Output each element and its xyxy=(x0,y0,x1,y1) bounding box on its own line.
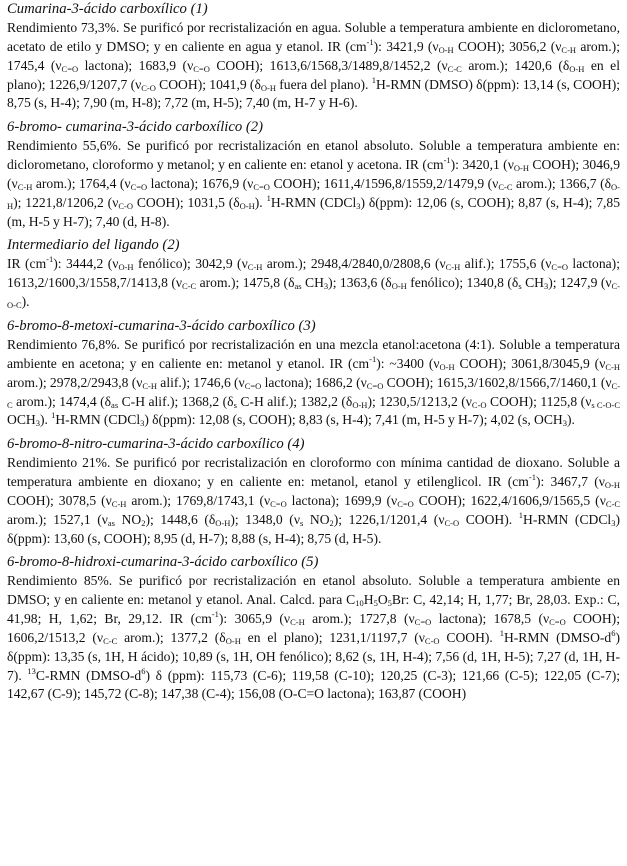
compound-description xyxy=(7,336,620,430)
subscript: O-H xyxy=(7,181,620,211)
compound-section xyxy=(7,236,620,312)
compound-heading: 6-bromo-8-nitro-cumarina-3-ácido carboxílico (4) xyxy=(7,436,305,453)
text-fragment: ) δ(ppm): 12,08 (s, COOH); 8,83 (s, H-4); 7,41 (m, H-5 y H-7); 4,02 (s, OCH xyxy=(144,412,563,428)
text-fragment: arom.); 1474,4 (δ xyxy=(12,393,112,409)
subscript: 5 xyxy=(387,598,392,609)
subscript: C=O xyxy=(366,380,384,391)
compound-heading: Cumarina-3-ácido carboxílico (1) xyxy=(7,1,208,17)
text-fragment: lactona); 1676,9 (ν xyxy=(147,175,254,191)
superscript: -1 xyxy=(366,36,374,47)
subscript: 3 xyxy=(140,418,145,429)
subscript: O-H xyxy=(391,281,407,292)
subscript: C-C xyxy=(498,181,513,192)
compound-heading: 6-bromo-8-metoxi-cumarina-3-ácido carboxílico (3) xyxy=(7,317,316,334)
text-fragment: COOH). xyxy=(459,511,519,527)
text-fragment: COOH); 3056,2 (ν xyxy=(453,38,562,54)
text-fragment: arom.); 1769,8/1743,1 (ν xyxy=(126,492,271,508)
text-fragment: ): 3421,9 (ν xyxy=(373,38,439,54)
subscript: C-H xyxy=(111,498,127,509)
text-fragment: alif.); 1746,6 (ν xyxy=(157,374,245,390)
subscript: as xyxy=(111,399,119,410)
subscript: O-H xyxy=(438,44,454,55)
text-fragment: COOH); 1622,4/1606,9/1565,5 (ν xyxy=(413,492,606,508)
subscript: C=O xyxy=(253,181,270,192)
subscript: 5 xyxy=(373,598,378,609)
subscript: C-C xyxy=(103,635,118,646)
text-fragment: ). xyxy=(566,412,575,428)
compound-heading: 6-bromo- cumarina-3-ácido carboxílico (2) xyxy=(7,119,264,136)
subscript: as xyxy=(107,517,115,528)
text-fragment: ). xyxy=(21,294,30,310)
text-fragment: C-H alif.); 1368,2 (δ xyxy=(118,393,234,409)
text-fragment: COOH); 1611,4/1596,8/1559,2/1479,9 (ν xyxy=(269,175,499,191)
text-fragment: ); 1230,5/1213,2 (ν xyxy=(367,393,472,409)
subscript: C=O xyxy=(193,63,210,74)
text-fragment: en el plano); 1231,1/1197,7 (ν xyxy=(240,629,425,645)
subscript: O-H xyxy=(215,517,231,528)
subscript: C-H xyxy=(142,380,158,391)
superscript: 1 xyxy=(499,627,504,638)
text-fragment: COOH); 3061,8/3045,9 (ν xyxy=(454,355,606,371)
text-fragment: Rendimiento 55,6%. Se purificó por recristalización en etanol absoluto. Soluble a temperatura ambiente en: diclorometano, cloroformo y metanol; y en caliente en: etanol y acetona. IR (cm xyxy=(7,138,620,173)
text-fragment: Rendimiento 73,3%. Se purificó por recristalización en agua. Soluble a temperatura ambiente en diclorometano, acetato de etilo y DMSO; y en caliente en agua y etanol. IR (cm xyxy=(7,20,620,54)
subscript: 3 xyxy=(611,517,616,528)
subscript: 3 xyxy=(323,281,329,292)
text-fragment: H-RMN (CDCl xyxy=(55,412,141,428)
subscript: O-H xyxy=(118,262,134,273)
text-fragment: Rendimiento 85%. Se purificó por recristalización en etanol absoluto. Soluble a temperatura ambiente en DMSO; y en caliente en: metanol y etanol. Anal. Calcd. para C xyxy=(7,573,620,608)
text-fragment: ) δ (ppm): 115,73 (C-6); 119,58 (C-10); 120,25 (C-3); 121,66 (C-5); 122,05 (C-7); 142,67 (C-9); 145,72 (C-8); 147,38 (C-4); 156,08 (O-C=O lactona); 163,87 (COOH) xyxy=(7,667,620,702)
text-fragment: COOH). xyxy=(439,629,500,645)
subscript: C=O xyxy=(130,181,148,192)
text-fragment: CH xyxy=(301,275,324,291)
text-fragment: arom.); 1764,4 (ν xyxy=(32,175,131,191)
text-fragment: fuera del plano). xyxy=(275,76,372,92)
subscript: O-H xyxy=(260,82,276,93)
text-fragment: COOH); 3046,9 (ν xyxy=(7,157,621,191)
text-fragment: ) δ(ppm): 13,60 (s, COOH); 8,95 (d, H-7); 8,88 (s, H-4); 8,75 (d, H-5). xyxy=(7,511,620,546)
text-fragment: H-RMN (CDCl xyxy=(523,511,612,527)
text-fragment: ): 3467,7 (ν xyxy=(535,474,605,490)
subscript: 3 xyxy=(543,281,549,292)
text-fragment: H-RMN (CDCl xyxy=(270,194,357,210)
text-fragment: COOH); 1031,5 (δ xyxy=(133,194,240,210)
text-fragment: CH xyxy=(521,275,544,291)
subscript: 3 xyxy=(35,418,40,429)
subscript: 3 xyxy=(356,200,361,211)
text-fragment: H-RMN (DMSO) δ(ppm): 13,14 (s, COOH); 8,75 (s, H-4); 7,90 (m, H-8); 7,72 (m, H-5); 7,40 (m, H-7 y H-6). xyxy=(7,76,620,111)
subscript: O-H xyxy=(604,480,620,491)
compound-section xyxy=(7,0,620,113)
compound-section xyxy=(7,553,620,704)
subscript: C=O xyxy=(397,498,414,509)
compound-heading: 6-bromo-8-hidroxi-cumarina-3-ácido carboxílico (5) xyxy=(7,554,319,571)
subscript: C-C xyxy=(7,380,621,410)
subscript: 3 xyxy=(562,418,567,429)
subscript: s xyxy=(299,517,304,528)
text-fragment: lactona); 1678,5 (ν xyxy=(431,611,550,627)
superscript: -1 xyxy=(46,254,54,265)
text-fragment: lactona); 1699,9 (ν xyxy=(286,492,398,508)
text-fragment: ); 1363,6 (δ xyxy=(328,275,392,291)
text-fragment: NO xyxy=(114,511,142,527)
text-fragment: ); 1247,9 (ν xyxy=(548,275,612,291)
text-fragment: lactona); 1683,9 (ν xyxy=(78,57,194,73)
text-fragment: ). xyxy=(254,194,267,210)
text-fragment: COOH); 3078,5 (ν xyxy=(7,492,112,508)
text-fragment: ): 3444,2 (ν xyxy=(53,256,119,272)
text-fragment: arom.); 2978,2/2943,8 (ν xyxy=(7,374,143,390)
text-fragment: NO xyxy=(303,511,330,527)
subscript: C-O-C xyxy=(7,281,620,311)
compound-section xyxy=(7,435,620,548)
compound-description xyxy=(7,572,620,704)
text-fragment: alif.); 1755,6 (ν xyxy=(460,256,552,272)
text-fragment: ) δ(ppm): 13,35 (s, 1H, H ácido); 10,89 (s, 1H, OH fenólico); 8,62 (s, 1H, H-4); 7,56 (d, 1H, H-5); 7,27 (d, 1H, H-7). xyxy=(7,629,621,683)
subscript: s C-O-C xyxy=(591,399,620,410)
text-fragment: fenólico); 3042,9 (ν xyxy=(133,256,248,272)
compound-description xyxy=(7,454,620,548)
subscript: O-H xyxy=(239,200,255,211)
subscript: C-O xyxy=(444,517,460,528)
subscript: O-H xyxy=(352,399,368,410)
superscript: 6 xyxy=(141,665,146,676)
text-fragment: COOH); 1125,8 (ν xyxy=(486,393,592,409)
superscript: 1 xyxy=(518,509,524,520)
compound-section xyxy=(7,118,620,231)
text-fragment: Br: C, 42,14; H, 1,77; Br, 28,03. Exp.: C, 41,98; H, 1,62; Br, 29,12. IR (cm xyxy=(7,592,620,627)
text-fragment: arom.); 2948,4/2840,0/2808,6 (ν xyxy=(262,256,446,272)
text-fragment: COOH); 1615,3/1602,8/1566,7/1460,1 (ν xyxy=(383,374,612,390)
subscript: C-C xyxy=(182,281,197,292)
text-fragment: ); 1448,6 (δ xyxy=(145,511,216,527)
text-fragment: H xyxy=(363,592,374,608)
text-fragment: ) δ(ppm): 12,06 (s, COOH); 8,87 (s, H-4); 7,85 (m, H-5 y H-7); 7,40 (d, H-8). xyxy=(7,194,621,229)
subscript: 10 xyxy=(355,598,364,609)
text-fragment: H-RMN (DMSO-d xyxy=(503,629,612,645)
superscript: 13 xyxy=(27,665,36,676)
subscript: C=O xyxy=(244,380,262,391)
text-fragment: ): ~3400 (ν xyxy=(376,355,440,371)
superscript: -1 xyxy=(211,609,219,620)
subscript: C-H xyxy=(247,262,263,273)
text-fragment: en el plano); 1226,9/1207,7 (ν xyxy=(7,57,620,92)
text-fragment: COOH); 1606,2/1513,2 (ν xyxy=(7,611,620,645)
subscript: 2 xyxy=(329,517,334,528)
subscript: C=O xyxy=(551,262,569,273)
text-fragment: fenólico); 1340,8 (δ xyxy=(406,275,519,291)
subscript: C-O xyxy=(424,635,440,646)
compound-description xyxy=(7,255,620,312)
subscript: C-H xyxy=(17,181,33,192)
subscript: C=O xyxy=(270,498,287,509)
compound-section xyxy=(7,317,620,430)
subscript: s xyxy=(518,281,522,292)
subscript: s xyxy=(233,399,237,410)
compound-description xyxy=(7,137,620,231)
subscript: C-H xyxy=(290,617,305,628)
text-fragment: IR (cm xyxy=(7,256,47,272)
text-fragment: arom.); 1475,8 (δ xyxy=(196,275,295,291)
superscript: 1 xyxy=(51,410,56,421)
text-fragment: arom.); 1420,6 (δ xyxy=(461,57,570,73)
subscript: C=O xyxy=(61,63,79,74)
text-fragment: lactona); 1686,2 (ν xyxy=(261,374,367,390)
subscript: C-C xyxy=(605,498,621,509)
text-fragment: Rendimiento 76,8%. Se purificó por recristalización en una mezcla etanol:acetona (4:1). Soluble a temperatura ambiente en acetona; y en caliente en: metanol y etanol. IR (cm xyxy=(7,336,620,371)
text-fragment: C-RMN (DMSO-d xyxy=(35,667,142,683)
text-fragment: arom.); 1366,7 (δ xyxy=(512,175,612,191)
subscript: C-H xyxy=(561,44,577,55)
text-fragment: COOH); 1613,6/1568,3/1489,8/1452,2 (ν xyxy=(209,57,448,73)
subscript: C=O xyxy=(549,617,566,628)
subscript: C-H xyxy=(605,361,620,372)
text-fragment: ); 1226,1/1201,4 (ν xyxy=(333,511,445,527)
subscript: C-O xyxy=(141,82,156,93)
subscript: C=O xyxy=(414,617,432,628)
compound-heading: Intermediario del ligando (2) xyxy=(7,237,180,254)
compound-description xyxy=(7,19,620,113)
text-fragment: ); 1221,8/1206,2 (ν xyxy=(13,194,119,210)
text-fragment: Rendimiento 21%. Se purificó por recristalización en cloroformo con mínima cantidad de dioxano. Soluble a temperatura ambiente en dioxano; y en caliente en: metanol, etanol y etilenglicol. IR (cm xyxy=(7,455,620,490)
subscript: 2 xyxy=(141,517,146,528)
superscript: 1 xyxy=(371,74,376,85)
superscript: -1 xyxy=(369,353,377,364)
text-fragment: ): 3065,9 (ν xyxy=(218,611,291,627)
subscript: C-O xyxy=(118,200,133,211)
subscript: O-H xyxy=(513,163,529,174)
text-fragment: COOH); 1041,9 (δ xyxy=(155,76,261,92)
text-fragment: ): 3420,1 (ν xyxy=(450,157,514,173)
subscript: C-C xyxy=(447,63,462,74)
subscript: C-H xyxy=(445,262,461,273)
subscript: O-H xyxy=(225,635,241,646)
subscript: O-H xyxy=(569,63,585,74)
text-fragment: arom.); 1727,8 (ν xyxy=(304,611,415,627)
text-fragment: OCH xyxy=(7,412,36,428)
text-fragment: lactona); 1613,2/1600,3/1558,7/1413,8 (ν xyxy=(7,256,620,291)
text-fragment: O xyxy=(377,592,388,608)
superscript: 6 xyxy=(611,627,616,638)
text-fragment: arom.); 1745,4 (ν xyxy=(7,38,620,73)
text-fragment: C-H alif.); 1382,2 (δ xyxy=(236,393,353,409)
superscript: 1 xyxy=(266,192,271,203)
text-fragment: arom.); 1377,2 (δ xyxy=(117,629,226,645)
subscript: O-H xyxy=(439,361,455,372)
subscript: C-O xyxy=(471,399,487,410)
superscript: -1 xyxy=(528,472,536,483)
subscript: as xyxy=(294,281,302,292)
text-fragment: arom.); 1527,1 (ν xyxy=(7,511,108,527)
text-fragment: ); 1348,0 (ν xyxy=(230,511,300,527)
superscript: -1 xyxy=(443,155,451,166)
text-fragment: ). xyxy=(39,412,52,428)
